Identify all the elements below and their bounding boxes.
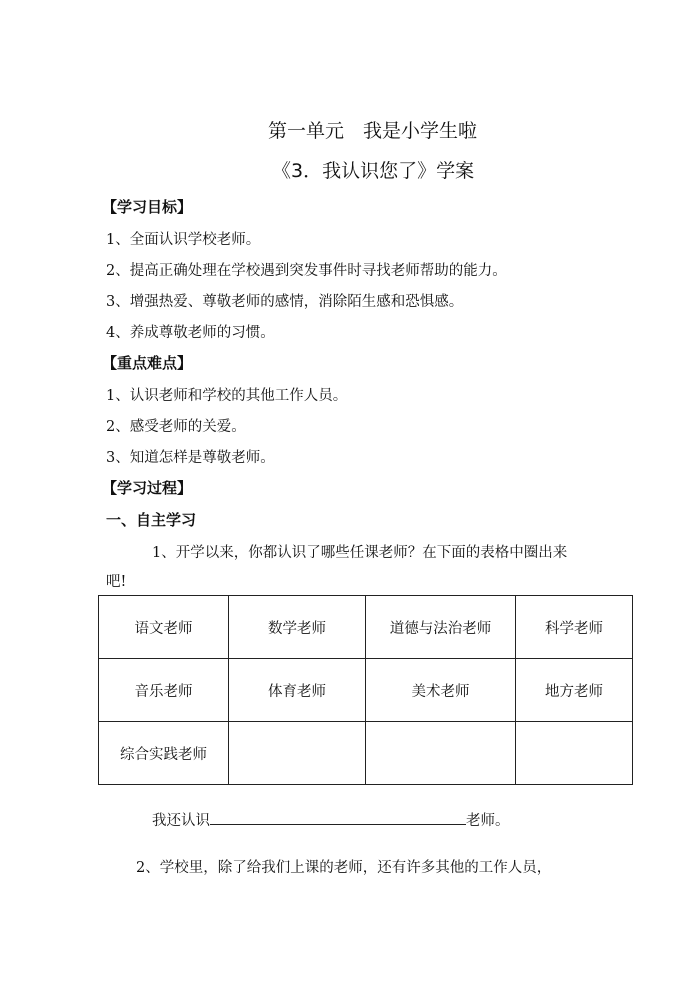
table-row: [99, 659, 633, 722]
process-heading: 【学习过程】: [102, 479, 193, 497]
goal-item-3: 3、增强热爱、尊敬老师的感情，消除陌生感和恐惧感。: [106, 294, 464, 310]
goals-heading: 【学习目标】: [102, 198, 193, 216]
also-know-suffix: 老师。: [466, 813, 510, 829]
key-point-item-3: 3、知道怎样是尊敬老师。: [106, 450, 275, 466]
table-cell[interactable]: 地方老师: [516, 659, 633, 722]
table-cell[interactable]: 科学老师: [516, 596, 633, 659]
question-1-line-1: 1、开学以来，你都认识了哪些任课老师？在下面的表格中圈出来: [152, 545, 568, 561]
table-cell[interactable]: [229, 722, 366, 785]
key-points-heading: 【重点难点】: [102, 354, 193, 372]
table-row: [99, 722, 633, 785]
key-point-item-1: 1、认识老师和学校的其他工作人员。: [106, 388, 348, 404]
also-know-prefix: 我还认识: [152, 813, 210, 829]
question-1-line-2: 吧!: [106, 574, 127, 590]
table-cell[interactable]: 数学老师: [229, 596, 366, 659]
unit-title: 第一单元 我是小学生啦: [268, 120, 478, 142]
lesson-title: 《3．我认识您了》学案: [272, 160, 475, 182]
teacher-table: [98, 595, 633, 785]
table-cell[interactable]: 道德与法治老师: [366, 596, 516, 659]
goal-item-1: 1、全面认识学校老师。: [106, 232, 261, 248]
table-cell[interactable]: 美术老师: [366, 659, 516, 722]
goal-item-2: 2、提高正确处理在学校遇到突发事件时寻找老师帮助的能力。: [106, 263, 507, 279]
table-cell[interactable]: 综合实践老师: [99, 722, 229, 785]
self-study-title: 一、自主学习: [106, 511, 197, 529]
key-point-item-2: 2、感受老师的关爱。: [106, 419, 246, 435]
answer-blank[interactable]: [210, 808, 466, 825]
table-cell[interactable]: 音乐老师: [99, 659, 229, 722]
goal-item-4: 4、养成尊敬老师的习惯。: [106, 325, 275, 341]
table-cell[interactable]: [516, 722, 633, 785]
table-row: [99, 596, 633, 659]
table-cell[interactable]: [366, 722, 516, 785]
table-cell[interactable]: 语文老师: [99, 596, 229, 659]
question-2-line-1: 2、学校里，除了给我们上课的老师，还有许多其他的工作人员，: [136, 860, 552, 876]
table-cell[interactable]: 体育老师: [229, 659, 366, 722]
also-know-line: [152, 808, 510, 830]
